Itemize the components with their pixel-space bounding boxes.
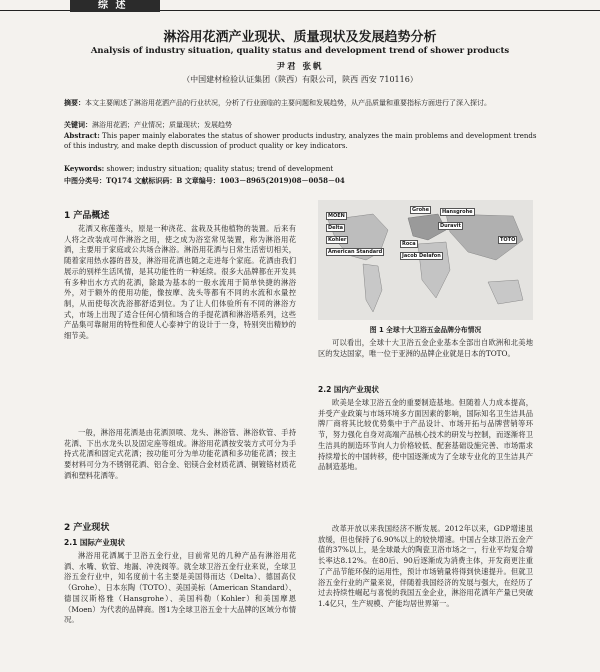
- section-1-paragraph-2: 一般，淋浴用花洒是由花洒顶喷、龙头、淋浴管、淋浴软管、手持花洒、下出水龙头以及固定座等组成。淋浴用花洒按安装方式可分为手持式花洒和固定式花洒；按功能可分为单功能花洒和多功能花洒；按主要材料可分为不锈钢花洒、铝合金、铝镁合金材质花洒、铜镀铬材质花洒和塑料花洒等。: [64, 428, 296, 480]
- brand-label-grohe: Grohe: [412, 207, 429, 213]
- section-2-heading: 2 产业现状: [64, 523, 110, 533]
- world-map-graphic: [318, 200, 533, 320]
- abstract-cn-label: 摘要：: [64, 98, 85, 107]
- abstract-cn: [64, 98, 544, 108]
- keywords-cn: [64, 120, 544, 130]
- abstract-cn-text: 本文主要阐述了淋浴用花洒产品的行业状况，分析了行业面临的主要问题和发展趋势，从产品质量和重要指标方面进行了深入探讨。: [85, 99, 491, 107]
- keywords-en-text: shower; industry situation; quality status; trend of development: [106, 165, 334, 173]
- authors: 尹君 张帆: [276, 62, 324, 72]
- section-2-2-paragraph-1: 欧美是全球卫浴五金的重要制造基地。但随着人力成本提高，并受产业政策与市场环境多方面因素的影响，国际知名卫生洁具品牌厂商将其比较优势集中于产品设计、市场开拓与品牌营销等环节，努力强化自身对高端产品核心技术的研发与控制，而逐渐将卫生洁具的制造环节向人力价格较低、配套基础设施完善、市场需求持续增长的中国转移，使中国逐渐成为了全球专业化的卫生洁具产品制造基地。: [318, 398, 533, 472]
- article-title-cn: 淋浴用花洒产业现状、质量现状及发展趋势分析: [163, 30, 437, 45]
- right-paragraph-1: 可以看出，全球十大卫浴五金企业基本全部出自欧洲和北美地区的发达国家，唯一位于亚洲的品牌企业就是日本的TOTO。: [318, 338, 533, 358]
- brand-label-duravit: Duravit: [440, 223, 461, 229]
- brand-distribution-map: [318, 200, 533, 320]
- section-2-1-heading: 2.1 国际产业现状: [64, 538, 125, 547]
- affiliation: （中国建材检验认证集团（陕西）有限公司，陕西 西安 710116）: [182, 75, 418, 84]
- keywords-cn-label: 关键词：: [64, 120, 92, 129]
- figure-1-caption: 图 1 全球十大卫浴五金品牌分布情况: [369, 326, 482, 334]
- section-2-1-paragraph: 淋浴用花洒属于卫浴五金行业，目前常见的几种产品有淋浴用花洒、水嘴、软管、地漏、冲洗阀等。就全球卫浴五金行业来说，全球卫浴五金行业中，知名度前十名主要是美国得而达（Delta）、德国高仪（Grohe）、日本东陶（TOTO）、美国美标（American Standard）、德国汉斯格雅（Hansgrohe）、美国科勒（Kohler）和美国摩恩（Moen）为代表的品牌商。图1为全球卫浴五金十大品牌的区域分布情况。: [64, 551, 296, 625]
- brand-label-hansgrohe: Hansgrohe: [442, 209, 473, 215]
- section-1-paragraph-1: 花洒又称莲蓬头，原是一种浇花、盆栽及其他植物的装置。后来有人将之改装成可作淋浴之用，使之成为浴室常见装置，称为淋浴用花洒，主要用于家庭或公共场合淋浴。淋浴用花洒与日常生活密切相关，随着家用热水器的普及，淋浴用花洒也随之走进每个家庭。花洒由我们展示的别样生活风情，是其功能性的一种延续。很多大品牌都在开发具有多种出水方式的花洒，除最为基本的一般水流用于简单快捷的淋浴外，对于额外的使用功能，像按摩、洗头等都有不同的水流和水量控制，从而使每次洗浴都舒适到位。为了让人们体验所有不同的淋浴方式，市场上出现了适合任何心情和场合的手提花洒和淋浴塔系列，这些产品集可靠耐用的特性和使人心泰神宁的设计于一身，特别突出精妙的细节美。: [64, 224, 296, 341]
- brand-label-kohler: Kohler: [328, 237, 347, 243]
- abstract-en-text: This paper mainly elaborates the status of shower products industry, analyzes the main problems and development trends of this industry, and make depth discussion of product quality or key indicators.: [64, 132, 537, 150]
- article-meta: 中图分类号：TQ174 文献标识码：B 文章编号：1003－8965(2019)08－0058－04: [64, 176, 345, 185]
- section-1-heading: 1 产品概述: [64, 211, 110, 221]
- brand-label-roca: Roca: [402, 241, 416, 247]
- column-tag: 综 述: [70, 0, 160, 12]
- abstract-en: [64, 131, 544, 151]
- keywords-en: [64, 164, 544, 174]
- keywords-cn-text: 淋浴用花洒；产业情况；质量现状；发展趋势: [92, 121, 232, 129]
- section-2-2-heading: 2.2 国内产业现状: [318, 385, 379, 394]
- brand-label-toto: TOTO: [500, 237, 516, 243]
- section-2-2-paragraph-2: 改革开放以来我国经济不断发展。2012年以来，GDP增速虽放缓，但也保持了6.90%以上的较快增速。中国占全球卫浴五金产值的37%以上，是全球最大的陶瓷卫浴市场之一，行业平均复合增长率达8.12%。在80后、90后逐渐成为消费主体，开发商更注重了产品节能环保的运用性，预计市场销量将得到快速提升。但就卫浴五金行业的产量来说，伴随着我国经济的发展与强大，在经历了过去持续性崛起与喜悦的我国五金企业，淋浴用花洒年产量已突破1.4亿只，生产规模、产能均居世界第一。: [318, 524, 533, 608]
- brand-label-jacob-delafon: Jacob Delafon: [402, 253, 441, 259]
- article-title-en: Analysis of industry situation, quality status and development trend of shower products: [90, 46, 510, 56]
- abstract-en-label: Abstract:: [64, 131, 100, 140]
- brand-label-moen: MOEN: [328, 213, 345, 219]
- brand-label-delta: Delta: [328, 225, 344, 231]
- brand-label-american-standard: American Standard: [328, 249, 383, 255]
- keywords-en-label: Keywords:: [64, 164, 105, 173]
